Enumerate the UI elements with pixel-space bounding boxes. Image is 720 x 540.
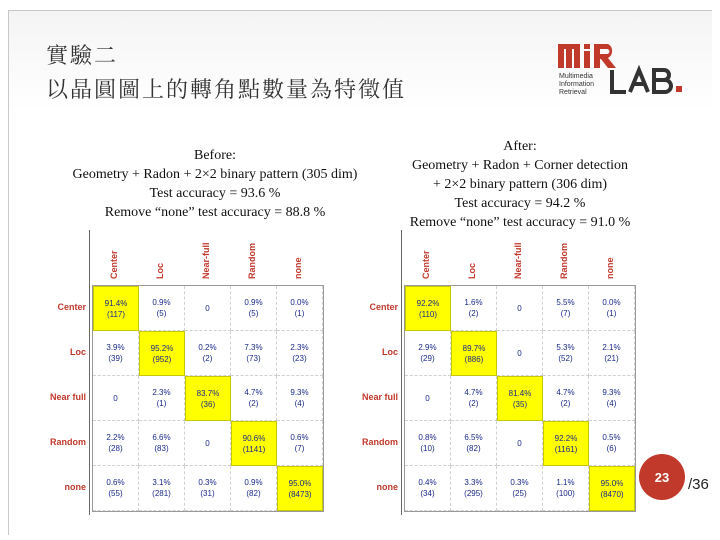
cell-count: (4) <box>294 399 305 408</box>
cell-count: (2) <box>560 399 571 408</box>
cell-percent: 0.9% <box>152 298 171 307</box>
cell-percent: 2.1% <box>602 343 621 352</box>
matrix-cell <box>231 466 277 511</box>
column-header-loc: Loc <box>467 262 477 279</box>
cell-count: (295) <box>464 489 483 498</box>
matrix-cell <box>93 376 139 421</box>
cell-percent: 2.3% <box>152 388 171 397</box>
matrix-cell <box>497 286 543 331</box>
cell-count: (28) <box>108 444 123 453</box>
confusion-matrix-before <box>30 230 330 520</box>
matrix-cell <box>185 421 231 466</box>
matrix-cell <box>277 286 323 331</box>
cell-percent: 0 <box>517 438 522 448</box>
matrix-cell <box>93 466 139 511</box>
matrix-cell <box>277 466 323 511</box>
cell-count: (7) <box>560 309 571 318</box>
title-line-2: 以晶圓圖上的轉角點數量為特徵值 <box>46 78 407 103</box>
cell-percent: 95.0% <box>600 478 624 488</box>
matrix-cell <box>405 331 451 376</box>
axis-line <box>89 230 90 515</box>
matrix-cell <box>589 421 635 466</box>
matrix-cell <box>185 466 231 511</box>
cell-percent: 4.7% <box>556 388 575 397</box>
cell-percent: 0.3% <box>198 478 217 487</box>
cell-count: (1161) <box>554 444 578 454</box>
cell-percent: 0.0% <box>290 298 309 307</box>
before-none-accuracy: Remove “none” test accuracy = 88.8 % <box>104 205 326 220</box>
cell-count: (36) <box>200 399 216 409</box>
svg-text:Multimedia: Multimedia <box>559 73 593 80</box>
matrix-cell <box>405 421 451 466</box>
svg-text:Retrieval: Retrieval <box>559 89 587 96</box>
cell-percent: 0 <box>517 348 522 358</box>
cell-percent: 3.3% <box>464 478 483 487</box>
matrix-cell <box>543 376 589 421</box>
cell-count: (83) <box>154 444 169 453</box>
row-header-random: Random <box>50 437 86 447</box>
cell-percent: 91.4% <box>104 298 128 308</box>
cell-percent: 83.7% <box>196 388 220 398</box>
cell-percent: 2.3% <box>290 343 309 352</box>
cell-percent: 9.3% <box>602 388 621 397</box>
cell-count: (10) <box>420 444 435 453</box>
before-accuracy: Test accuracy = 93.6 % <box>149 186 281 201</box>
matrix-cell <box>497 331 543 376</box>
cell-count: (281) <box>152 489 171 498</box>
cell-percent: 6.6% <box>152 433 171 442</box>
matrix-cell <box>543 466 589 511</box>
row-header-near-full: Near full <box>361 392 398 402</box>
cell-percent: 81.4% <box>508 388 532 398</box>
mirlab-logo <box>556 40 686 110</box>
column-header-none: none <box>605 257 615 279</box>
cell-count: (34) <box>420 489 435 498</box>
cell-percent: 2.9% <box>418 343 437 352</box>
after-accuracy: Test accuracy = 94.2 % <box>454 196 586 211</box>
cell-count: (100) <box>556 489 575 498</box>
matrix-cell <box>231 286 277 331</box>
cell-percent: 0.6% <box>290 433 309 442</box>
cell-percent: 0.0% <box>602 298 621 307</box>
cell-count: (1) <box>606 309 617 318</box>
cell-count: (82) <box>246 489 261 498</box>
cell-count: (8470) <box>600 489 624 499</box>
matrix-cell <box>231 421 277 466</box>
matrix-cell <box>93 421 139 466</box>
matrix-cell <box>277 331 323 376</box>
column-header-random: Random <box>559 243 569 279</box>
matrix-cell <box>497 376 543 421</box>
matrix-cell <box>589 331 635 376</box>
cell-percent: 89.7% <box>462 343 486 353</box>
row-header-center: Center <box>57 302 86 312</box>
confusion-matrix-after <box>342 230 642 520</box>
cell-percent: 0 <box>113 393 118 403</box>
matrix-cell <box>139 331 185 376</box>
cell-count: (2) <box>202 354 213 363</box>
after-features-cont: + 2×2 binary pattern (306 dim) <box>432 177 608 192</box>
matrix-cell <box>277 376 323 421</box>
cell-count: (117) <box>106 309 126 319</box>
cell-percent: 0.4% <box>418 478 437 487</box>
row-header-loc: Loc <box>69 347 86 357</box>
matrix-cell <box>185 286 231 331</box>
matrix-cell <box>231 376 277 421</box>
column-header-near-full: Near-full <box>513 242 523 279</box>
cell-count: (52) <box>558 354 573 363</box>
cell-count: (5) <box>156 309 167 318</box>
matrix-cell <box>589 376 635 421</box>
cell-percent: 5.3% <box>556 343 575 352</box>
cell-count: (73) <box>246 354 261 363</box>
cell-percent: 9.3% <box>290 388 309 397</box>
after-none-accuracy: Remove “none” test accuracy = 91.0 % <box>409 215 631 230</box>
cell-count: (31) <box>200 489 215 498</box>
axis-line <box>401 230 402 515</box>
matrix-cell <box>185 331 231 376</box>
cell-percent: 3.1% <box>152 478 171 487</box>
cell-count: (25) <box>512 489 527 498</box>
cell-percent: 0.9% <box>244 478 263 487</box>
matrix-cell <box>139 286 185 331</box>
matrix-cell <box>451 331 497 376</box>
matrix-cell <box>543 286 589 331</box>
column-header-center: Center <box>421 250 431 279</box>
cell-percent: 95.2% <box>150 343 174 353</box>
cell-percent: 3.9% <box>106 343 125 352</box>
cell-count: (1) <box>294 309 305 318</box>
cell-count: (55) <box>108 489 123 498</box>
cell-percent: 0 <box>205 303 210 313</box>
cell-count: (29) <box>420 354 435 363</box>
matrix-cell <box>497 421 543 466</box>
cell-percent: 0.3% <box>510 478 529 487</box>
slide-title <box>46 40 406 108</box>
cell-count: (39) <box>108 354 123 363</box>
matrix-cell <box>405 286 451 331</box>
matrix-cell <box>277 421 323 466</box>
cell-percent: 90.6% <box>242 433 266 443</box>
cell-count: (886) <box>464 354 484 364</box>
matrix-cell <box>497 466 543 511</box>
cell-count: (23) <box>292 354 307 363</box>
cell-percent: 0 <box>425 393 430 403</box>
cell-count: (110) <box>418 309 438 319</box>
cell-percent: 0.8% <box>418 433 437 442</box>
matrix-cell <box>139 376 185 421</box>
row-header-none: none <box>376 482 398 492</box>
column-header-near-full: Near-full <box>201 242 211 279</box>
cell-percent: 0.6% <box>106 478 125 487</box>
matrix-cell <box>139 466 185 511</box>
matrix-cell <box>405 376 451 421</box>
matrix-cell <box>451 286 497 331</box>
cell-count: (8473) <box>288 489 312 499</box>
before-features: Geometry + Radon + 2×2 binary pattern (305 dim) <box>72 167 358 182</box>
column-header-loc: Loc <box>155 262 165 279</box>
cell-count: (1141) <box>242 444 266 454</box>
page-number-badge <box>639 454 685 500</box>
cell-count: (952) <box>152 354 172 364</box>
cell-percent: 95.0% <box>288 478 312 488</box>
cell-percent: 4.7% <box>244 388 263 397</box>
matrix-grid <box>404 285 636 512</box>
column-header-center: Center <box>109 250 119 279</box>
cell-count: (4) <box>606 399 617 408</box>
cell-percent: 0.2% <box>198 343 217 352</box>
column-header-random: Random <box>247 243 257 279</box>
cell-count: (2) <box>468 309 479 318</box>
matrix-cell <box>543 331 589 376</box>
matrix-cell <box>451 376 497 421</box>
cell-count: (82) <box>466 444 481 453</box>
page-total: /36 <box>688 476 709 493</box>
row-header-center: Center <box>369 302 398 312</box>
row-header-random: Random <box>362 437 398 447</box>
cell-count: (1) <box>156 399 167 408</box>
row-header-loc: Loc <box>381 347 398 357</box>
after-caption <box>370 137 670 232</box>
matrix-cell <box>451 421 497 466</box>
cell-count: (35) <box>512 399 528 409</box>
cell-count: (6) <box>606 444 617 453</box>
cell-percent: 0.9% <box>244 298 263 307</box>
cell-count: (2) <box>468 399 479 408</box>
matrix-cell <box>405 466 451 511</box>
cell-count: (2) <box>248 399 259 408</box>
cell-percent: 4.7% <box>464 388 483 397</box>
row-header-none: none <box>64 482 86 492</box>
cell-percent: 6.5% <box>464 433 483 442</box>
matrix-cell <box>589 286 635 331</box>
matrix-cell <box>589 466 635 511</box>
cell-percent: 92.2% <box>554 433 578 443</box>
cell-percent: 5.5% <box>556 298 575 307</box>
after-features: Geometry + Radon + Corner detection <box>411 158 628 173</box>
matrix-cell <box>139 421 185 466</box>
title-line-1: 實驗二 <box>46 44 119 69</box>
cell-count: (21) <box>604 354 619 363</box>
cell-count: (7) <box>294 444 305 453</box>
svg-text:Information: Information <box>559 81 595 88</box>
matrix-cell <box>451 466 497 511</box>
matrix-cell <box>185 376 231 421</box>
row-header-near-full: Near full <box>49 392 86 402</box>
cell-percent: 92.2% <box>416 298 440 308</box>
cell-percent: 0 <box>205 438 210 448</box>
cell-percent: 1.6% <box>464 298 483 307</box>
matrix-cell <box>93 331 139 376</box>
cell-percent: 7.3% <box>244 343 263 352</box>
cell-count: (5) <box>248 309 259 318</box>
cell-percent: 0 <box>517 303 522 313</box>
matrix-grid <box>92 285 324 512</box>
matrix-cell <box>543 421 589 466</box>
page-number: 23 <box>654 469 670 485</box>
matrix-cell <box>231 331 277 376</box>
matrix-cell <box>93 286 139 331</box>
cell-percent: 0.5% <box>602 433 621 442</box>
cell-percent: 1.1% <box>556 478 575 487</box>
cell-percent: 2.2% <box>106 433 125 442</box>
after-label: After: <box>503 139 537 154</box>
before-label: Before: <box>194 148 236 163</box>
column-header-none: none <box>293 257 303 279</box>
before-caption <box>30 146 400 222</box>
